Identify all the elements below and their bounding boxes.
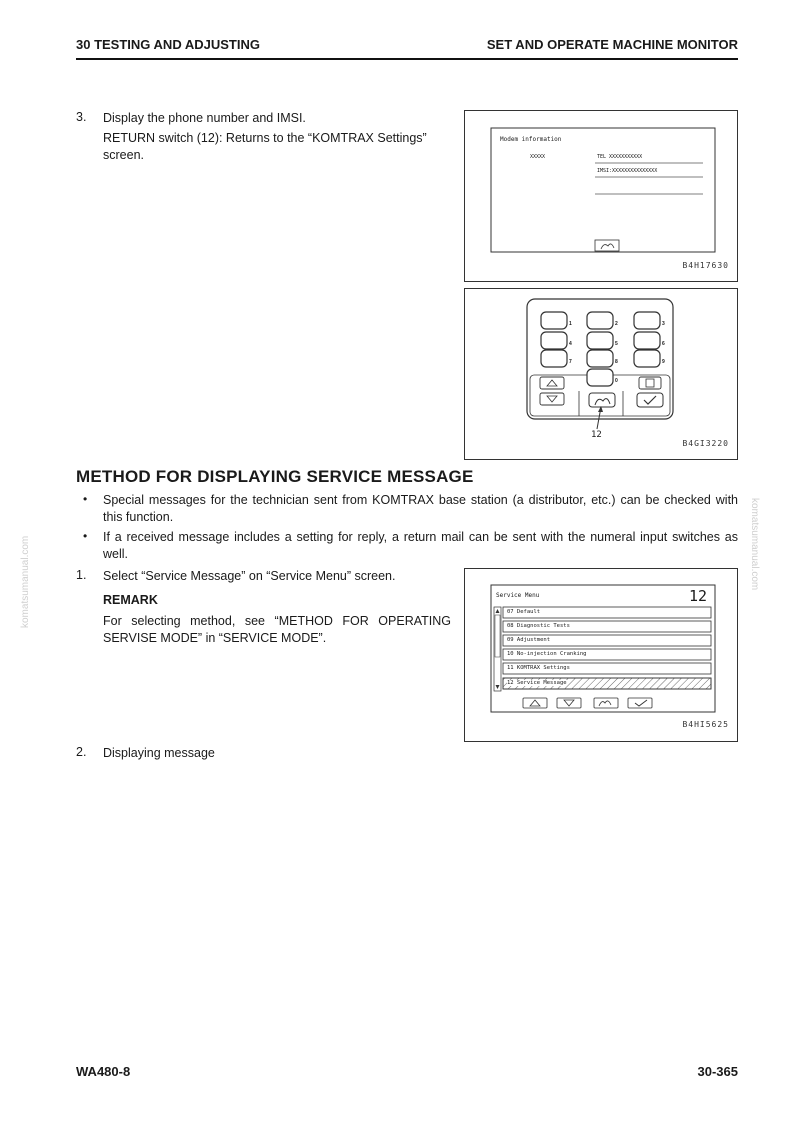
modem-title: Modem information: [500, 136, 562, 143]
menu-item: 08 Diagnostic Tests: [507, 623, 570, 629]
footer-model: WA480-8: [76, 1064, 131, 1079]
menu-item: 07 Default: [507, 609, 541, 615]
digit-label-3: 3: [662, 321, 665, 327]
remark-text: For selecting method, see “METHOD FOR OPERATING SERVISE MODE” in “SERVICE MODE”.: [103, 614, 451, 645]
header-right: SET AND OPERATE MACHINE MONITOR: [486, 37, 738, 52]
header-left: 30 TESTING AND ADJUSTING: [76, 37, 260, 52]
digit-label-0: 0: [615, 378, 618, 384]
remark-label: REMARK: [103, 593, 158, 607]
digit-label-2: 2: [615, 321, 618, 327]
digit-label-6: 6: [662, 341, 665, 347]
switch-figure-code: B4GI3220: [682, 439, 729, 448]
step3-number: 3.: [76, 110, 87, 124]
modem-imsi: IMSI:XXXXXXXXXXXXXXX: [597, 168, 658, 174]
watermark-right: komatsumanual.com: [749, 498, 760, 591]
digit-label-1: 1: [569, 321, 572, 327]
modem-figure-code: B4H17630: [682, 261, 729, 270]
menu-item-selected: 12 Service Message: [507, 680, 567, 686]
digit-label-5: 5: [615, 341, 618, 347]
figure-switch-panel: [464, 288, 738, 460]
digit-label-7: 7: [569, 359, 572, 365]
switch-callout-12: 12: [591, 430, 602, 440]
menu-title: Service Menu: [496, 592, 540, 599]
step1-text: Select “Service Message” on “Service Menu” screen.: [103, 569, 396, 583]
figure-service-menu: [464, 568, 738, 742]
menu-item: 11 KOMTRAX Settings: [507, 665, 570, 671]
bullet-marker: •: [83, 492, 88, 506]
step2-text: Displaying message: [103, 746, 215, 760]
menu-item: 09 Adjustment: [507, 637, 551, 643]
menu-item: 10 No-injection Cranking: [507, 651, 587, 657]
section-title: METHOD FOR DISPLAYING SERVICE MESSAGE: [76, 467, 474, 486]
digit-label-9: 9: [662, 359, 665, 365]
header-rule: [76, 58, 738, 60]
figure-modem-info: [464, 110, 738, 282]
step2-number: 2.: [76, 745, 87, 759]
modem-label-left: XXXXX: [530, 154, 546, 160]
bullet-marker: •: [83, 529, 88, 543]
digit-label-4: 4: [569, 341, 572, 347]
watermark-left: komatsumanual.com: [20, 535, 31, 628]
step1-number: 1.: [76, 568, 87, 582]
menu-page-number: 12: [689, 587, 708, 605]
step3-text: Display the phone number and IMSI.: [103, 111, 306, 125]
bullet-text-2: If a received message includes a setting for reply, a return mail can be sent with the numeral input switches as well.: [103, 530, 738, 561]
step3-return-text: RETURN switch (12): Returns to the “KOMTRAX Settings” screen.: [103, 131, 427, 162]
modem-tel: TEL XXXXXXXXXXX: [597, 154, 643, 160]
footer-page-number: 30-365: [697, 1064, 738, 1079]
digit-label-8: 8: [615, 359, 618, 365]
menu-figure-code: B4HI5625: [682, 720, 729, 729]
bullet-text-1: Special messages for the technician sent from KOMTRAX base station (a distributor, etc.) can be checked with this function.: [103, 493, 738, 524]
